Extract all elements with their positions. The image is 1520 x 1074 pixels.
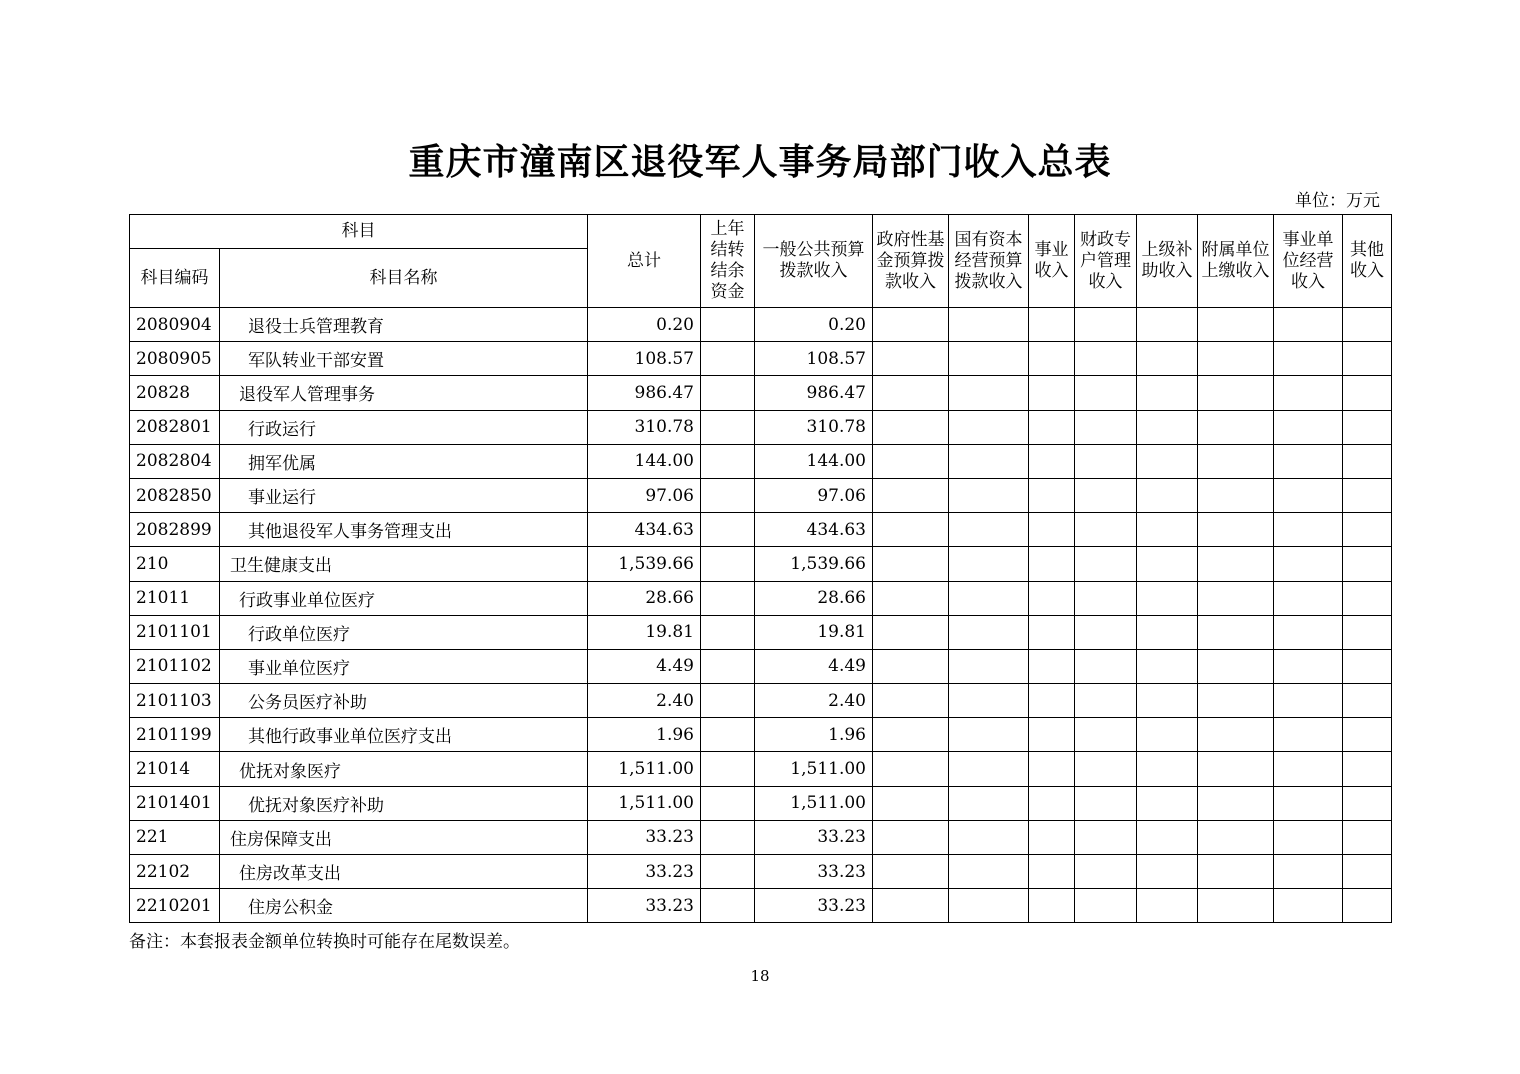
header-gov-fund: 政府性基金预算拨款收入 (873, 215, 949, 308)
cell-affiliated-payment (1198, 889, 1274, 923)
cell-affiliated-payment (1198, 547, 1274, 581)
cell-code: 210 (130, 547, 220, 581)
cell-prev-balance (701, 649, 755, 683)
cell-state-capital (949, 410, 1029, 444)
cell-gov-fund (873, 513, 949, 547)
cell-other-income (1343, 615, 1392, 649)
cell-affiliated-payment (1198, 855, 1274, 889)
cell-superior-subsidy (1137, 855, 1198, 889)
cell-name: 卫生健康支出 (220, 547, 588, 581)
cell-affiliated-payment (1198, 478, 1274, 512)
cell-code: 2082899 (130, 513, 220, 547)
cell-state-capital (949, 547, 1029, 581)
cell-fiscal-special (1075, 444, 1137, 478)
cell-total: 19.81 (588, 615, 701, 649)
cell-state-capital (949, 444, 1029, 478)
cell-superior-subsidy (1137, 410, 1198, 444)
cell-operating-income (1274, 752, 1343, 786)
cell-affiliated-payment (1198, 718, 1274, 752)
cell-general-budget: 97.06 (755, 478, 873, 512)
cell-name: 行政运行 (220, 410, 588, 444)
cell-general-budget: 1,511.00 (755, 752, 873, 786)
cell-operating-income (1274, 308, 1343, 342)
cell-state-capital (949, 478, 1029, 512)
cell-operating-income (1274, 581, 1343, 615)
cell-superior-subsidy (1137, 547, 1198, 581)
cell-total: 144.00 (588, 444, 701, 478)
cell-total: 1.96 (588, 718, 701, 752)
cell-total: 28.66 (588, 581, 701, 615)
cell-other-income (1343, 308, 1392, 342)
cell-general-budget: 108.57 (755, 342, 873, 376)
cell-affiliated-payment (1198, 308, 1274, 342)
cell-code: 2101199 (130, 718, 220, 752)
cell-superior-subsidy (1137, 615, 1198, 649)
cell-general-budget: 1,539.66 (755, 547, 873, 581)
cell-gov-fund (873, 718, 949, 752)
cell-affiliated-payment (1198, 684, 1274, 718)
cell-business-income (1029, 513, 1075, 547)
cell-operating-income (1274, 615, 1343, 649)
cell-state-capital (949, 376, 1029, 410)
cell-affiliated-payment (1198, 376, 1274, 410)
cell-fiscal-special (1075, 308, 1137, 342)
cell-operating-income (1274, 684, 1343, 718)
cell-state-capital (949, 855, 1029, 889)
header-fiscal-special: 财政专户管理收入 (1075, 215, 1137, 308)
cell-name: 退役士兵管理教育 (220, 308, 588, 342)
cell-business-income (1029, 786, 1075, 820)
cell-other-income (1343, 581, 1392, 615)
cell-fiscal-special (1075, 786, 1137, 820)
cell-fiscal-special (1075, 410, 1137, 444)
footnote: 备注：本套报表金额单位转换时可能存在尾数误差。 (129, 932, 520, 952)
page-title: 重庆市潼南区退役军人事务局部门收入总表 (408, 142, 1112, 183)
cell-operating-income (1274, 444, 1343, 478)
cell-prev-balance (701, 342, 755, 376)
cell-fiscal-special (1075, 820, 1137, 854)
cell-code: 2082801 (130, 410, 220, 444)
cell-other-income (1343, 889, 1392, 923)
cell-name: 事业单位医疗 (220, 649, 588, 683)
cell-fiscal-special (1075, 581, 1137, 615)
cell-total: 108.57 (588, 342, 701, 376)
cell-general-budget: 19.81 (755, 615, 873, 649)
cell-business-income (1029, 615, 1075, 649)
cell-prev-balance (701, 855, 755, 889)
header-code: 科目编码 (130, 249, 220, 308)
cell-prev-balance (701, 752, 755, 786)
cell-total: 1,511.00 (588, 752, 701, 786)
header-name: 科目名称 (220, 249, 588, 308)
cell-gov-fund (873, 376, 949, 410)
cell-other-income (1343, 410, 1392, 444)
table-row (130, 752, 1392, 786)
cell-fiscal-special (1075, 889, 1137, 923)
header-total: 总计 (588, 215, 701, 308)
cell-general-budget: 33.23 (755, 855, 873, 889)
cell-business-income (1029, 308, 1075, 342)
cell-state-capital (949, 581, 1029, 615)
table-row (130, 820, 1392, 854)
cell-name: 拥军优属 (220, 444, 588, 478)
cell-name: 退役军人管理事务 (220, 376, 588, 410)
cell-other-income (1343, 820, 1392, 854)
cell-name: 其他退役军人事务管理支出 (220, 513, 588, 547)
cell-total: 986.47 (588, 376, 701, 410)
cell-business-income (1029, 444, 1075, 478)
cell-code: 2210201 (130, 889, 220, 923)
cell-superior-subsidy (1137, 513, 1198, 547)
cell-other-income (1343, 855, 1392, 889)
cell-total: 0.20 (588, 308, 701, 342)
cell-fiscal-special (1075, 855, 1137, 889)
cell-fiscal-special (1075, 376, 1137, 410)
cell-name: 优抚对象医疗 (220, 752, 588, 786)
cell-gov-fund (873, 615, 949, 649)
table-row (130, 513, 1392, 547)
cell-name: 军队转业干部安置 (220, 342, 588, 376)
cell-code: 21014 (130, 752, 220, 786)
cell-fiscal-special (1075, 752, 1137, 786)
cell-other-income (1343, 342, 1392, 376)
cell-prev-balance (701, 308, 755, 342)
table-row (130, 547, 1392, 581)
cell-other-income (1343, 786, 1392, 820)
cell-general-budget: 144.00 (755, 444, 873, 478)
cell-superior-subsidy (1137, 786, 1198, 820)
table-row (130, 786, 1392, 820)
table-row (130, 855, 1392, 889)
cell-fiscal-special (1075, 342, 1137, 376)
cell-gov-fund (873, 478, 949, 512)
table-row (130, 889, 1392, 923)
header-other-income: 其他收入 (1343, 215, 1392, 308)
cell-code: 2101401 (130, 786, 220, 820)
cell-business-income (1029, 752, 1075, 786)
cell-gov-fund (873, 444, 949, 478)
cell-name: 公务员医疗补助 (220, 684, 588, 718)
cell-prev-balance (701, 410, 755, 444)
cell-fiscal-special (1075, 513, 1137, 547)
income-summary-table (129, 214, 1392, 923)
cell-other-income (1343, 649, 1392, 683)
cell-business-income (1029, 547, 1075, 581)
cell-business-income (1029, 684, 1075, 718)
cell-total: 33.23 (588, 820, 701, 854)
cell-business-income (1029, 376, 1075, 410)
cell-gov-fund (873, 547, 949, 581)
header-business-income: 事业收入 (1029, 215, 1075, 308)
cell-superior-subsidy (1137, 718, 1198, 752)
cell-state-capital (949, 649, 1029, 683)
cell-superior-subsidy (1137, 889, 1198, 923)
cell-affiliated-payment (1198, 786, 1274, 820)
cell-general-budget: 33.23 (755, 820, 873, 854)
cell-state-capital (949, 615, 1029, 649)
cell-other-income (1343, 547, 1392, 581)
header-prev-balance: 上年结转结余资金 (701, 215, 755, 308)
cell-gov-fund (873, 889, 949, 923)
cell-operating-income (1274, 478, 1343, 512)
cell-operating-income (1274, 513, 1343, 547)
cell-fiscal-special (1075, 478, 1137, 512)
cell-superior-subsidy (1137, 308, 1198, 342)
cell-operating-income (1274, 820, 1343, 854)
cell-business-income (1029, 342, 1075, 376)
cell-other-income (1343, 718, 1392, 752)
cell-superior-subsidy (1137, 478, 1198, 512)
cell-affiliated-payment (1198, 615, 1274, 649)
cell-operating-income (1274, 547, 1343, 581)
cell-fiscal-special (1075, 615, 1137, 649)
cell-state-capital (949, 718, 1029, 752)
cell-other-income (1343, 478, 1392, 512)
header-operating-income: 事业单位经营收入 (1274, 215, 1343, 308)
cell-affiliated-payment (1198, 513, 1274, 547)
cell-business-income (1029, 718, 1075, 752)
cell-general-budget: 310.78 (755, 410, 873, 444)
page-number: 18 (750, 967, 770, 985)
cell-business-income (1029, 855, 1075, 889)
cell-fiscal-special (1075, 547, 1137, 581)
cell-superior-subsidy (1137, 649, 1198, 683)
cell-total: 310.78 (588, 410, 701, 444)
cell-prev-balance (701, 718, 755, 752)
cell-gov-fund (873, 410, 949, 444)
cell-gov-fund (873, 752, 949, 786)
cell-general-budget: 2.40 (755, 684, 873, 718)
cell-state-capital (949, 308, 1029, 342)
cell-gov-fund (873, 342, 949, 376)
cell-general-budget: 1,511.00 (755, 786, 873, 820)
cell-business-income (1029, 410, 1075, 444)
cell-fiscal-special (1075, 718, 1137, 752)
cell-prev-balance (701, 513, 755, 547)
cell-business-income (1029, 889, 1075, 923)
cell-code: 2101103 (130, 684, 220, 718)
cell-general-budget: 434.63 (755, 513, 873, 547)
cell-name: 住房公积金 (220, 889, 588, 923)
cell-total: 33.23 (588, 855, 701, 889)
cell-other-income (1343, 376, 1392, 410)
cell-affiliated-payment (1198, 342, 1274, 376)
cell-operating-income (1274, 889, 1343, 923)
cell-prev-balance (701, 547, 755, 581)
cell-code: 2080905 (130, 342, 220, 376)
cell-business-income (1029, 820, 1075, 854)
cell-state-capital (949, 342, 1029, 376)
table-row (130, 718, 1392, 752)
cell-affiliated-payment (1198, 444, 1274, 478)
cell-prev-balance (701, 889, 755, 923)
cell-operating-income (1274, 855, 1343, 889)
cell-fiscal-special (1075, 684, 1137, 718)
cell-affiliated-payment (1198, 581, 1274, 615)
cell-state-capital (949, 889, 1029, 923)
table-row (130, 308, 1392, 342)
cell-superior-subsidy (1137, 820, 1198, 854)
cell-operating-income (1274, 342, 1343, 376)
header-superior-subsidy: 上级补助收入 (1137, 215, 1198, 308)
cell-business-income (1029, 649, 1075, 683)
cell-affiliated-payment (1198, 410, 1274, 444)
cell-superior-subsidy (1137, 444, 1198, 478)
cell-general-budget: 0.20 (755, 308, 873, 342)
table-row (130, 410, 1392, 444)
cell-gov-fund (873, 649, 949, 683)
table-body (130, 308, 1392, 923)
cell-operating-income (1274, 649, 1343, 683)
table-row (130, 478, 1392, 512)
table-row (130, 684, 1392, 718)
cell-code: 22102 (130, 855, 220, 889)
cell-state-capital (949, 820, 1029, 854)
cell-name: 其他行政事业单位医疗支出 (220, 718, 588, 752)
cell-code: 2080904 (130, 308, 220, 342)
cell-prev-balance (701, 444, 755, 478)
cell-name: 住房保障支出 (220, 820, 588, 854)
cell-name: 行政单位医疗 (220, 615, 588, 649)
cell-prev-balance (701, 786, 755, 820)
cell-gov-fund (873, 786, 949, 820)
cell-gov-fund (873, 581, 949, 615)
cell-name: 优抚对象医疗补助 (220, 786, 588, 820)
table-row (130, 615, 1392, 649)
cell-general-budget: 33.23 (755, 889, 873, 923)
cell-superior-subsidy (1137, 752, 1198, 786)
header-subject: 科目 (130, 215, 588, 249)
cell-total: 1,511.00 (588, 786, 701, 820)
cell-gov-fund (873, 308, 949, 342)
cell-superior-subsidy (1137, 581, 1198, 615)
cell-operating-income (1274, 376, 1343, 410)
cell-superior-subsidy (1137, 376, 1198, 410)
cell-general-budget: 1.96 (755, 718, 873, 752)
cell-total: 2.40 (588, 684, 701, 718)
unit-label: 单位：万元 (1295, 191, 1380, 211)
cell-prev-balance (701, 581, 755, 615)
cell-operating-income (1274, 786, 1343, 820)
cell-superior-subsidy (1137, 684, 1198, 718)
cell-name: 事业运行 (220, 478, 588, 512)
cell-operating-income (1274, 410, 1343, 444)
cell-name: 住房改革支出 (220, 855, 588, 889)
cell-gov-fund (873, 820, 949, 854)
cell-total: 97.06 (588, 478, 701, 512)
cell-gov-fund (873, 855, 949, 889)
cell-general-budget: 28.66 (755, 581, 873, 615)
cell-state-capital (949, 752, 1029, 786)
cell-gov-fund (873, 684, 949, 718)
cell-prev-balance (701, 615, 755, 649)
cell-state-capital (949, 786, 1029, 820)
cell-state-capital (949, 684, 1029, 718)
table-row (130, 444, 1392, 478)
cell-total: 1,539.66 (588, 547, 701, 581)
cell-total: 4.49 (588, 649, 701, 683)
cell-general-budget: 4.49 (755, 649, 873, 683)
cell-code: 2082850 (130, 478, 220, 512)
cell-state-capital (949, 513, 1029, 547)
cell-general-budget: 986.47 (755, 376, 873, 410)
cell-other-income (1343, 752, 1392, 786)
cell-affiliated-payment (1198, 649, 1274, 683)
cell-code: 2101101 (130, 615, 220, 649)
cell-name: 行政事业单位医疗 (220, 581, 588, 615)
cell-operating-income (1274, 718, 1343, 752)
cell-code: 221 (130, 820, 220, 854)
cell-business-income (1029, 581, 1075, 615)
cell-code: 21011 (130, 581, 220, 615)
cell-code: 2101102 (130, 649, 220, 683)
cell-total: 33.23 (588, 889, 701, 923)
header-general-budget: 一般公共预算拨款收入 (755, 215, 873, 308)
table-row (130, 342, 1392, 376)
table-row (130, 376, 1392, 410)
table-row (130, 649, 1392, 683)
cell-other-income (1343, 684, 1392, 718)
cell-affiliated-payment (1198, 752, 1274, 786)
cell-prev-balance (701, 478, 755, 512)
table-row (130, 581, 1392, 615)
header-affiliated-payment: 附属单位上缴收入 (1198, 215, 1274, 308)
cell-fiscal-special (1075, 649, 1137, 683)
cell-other-income (1343, 444, 1392, 478)
cell-superior-subsidy (1137, 342, 1198, 376)
cell-code: 20828 (130, 376, 220, 410)
header-state-capital: 国有资本经营预算拨款收入 (949, 215, 1029, 308)
cell-code: 2082804 (130, 444, 220, 478)
cell-other-income (1343, 513, 1392, 547)
cell-prev-balance (701, 820, 755, 854)
cell-affiliated-payment (1198, 820, 1274, 854)
cell-total: 434.63 (588, 513, 701, 547)
cell-prev-balance (701, 376, 755, 410)
cell-business-income (1029, 478, 1075, 512)
cell-prev-balance (701, 684, 755, 718)
